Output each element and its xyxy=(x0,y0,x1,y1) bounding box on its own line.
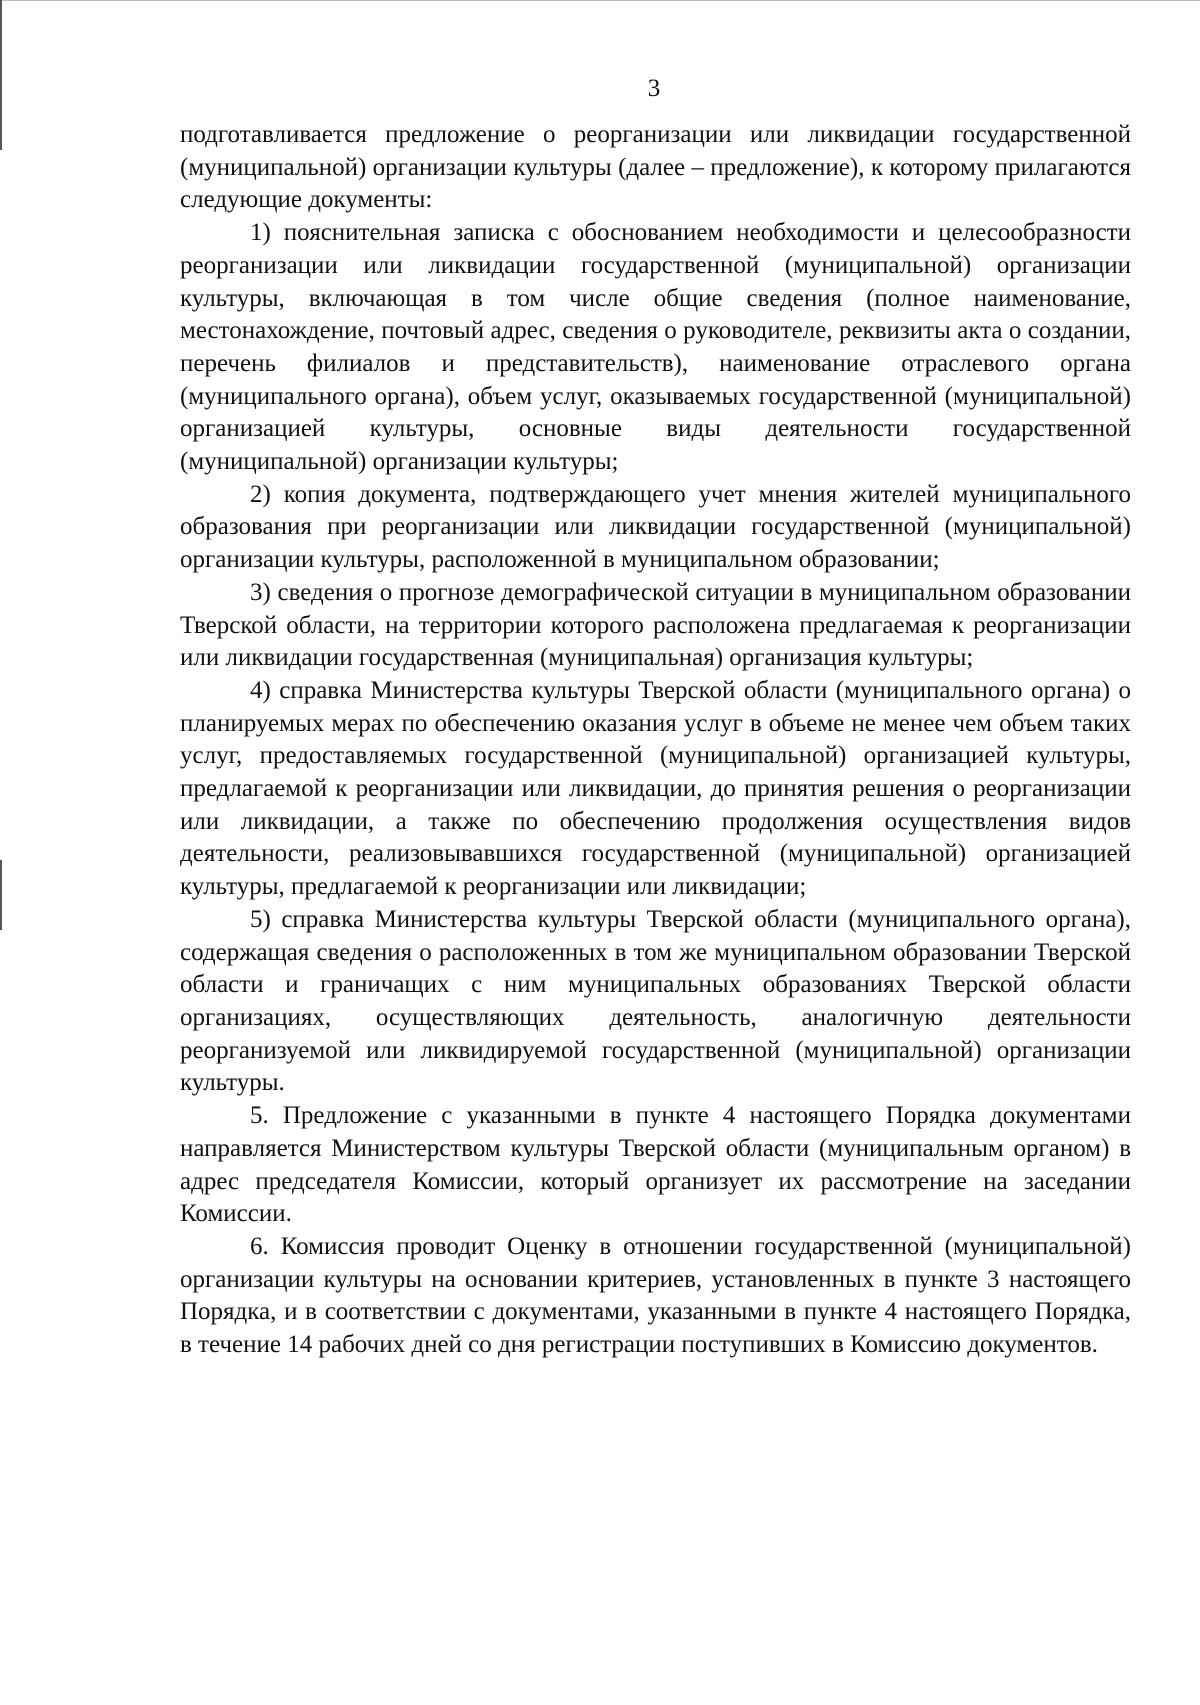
paragraph-clause-6: 6. Комиссия проводит Оценку в отношении государственной (муниципальной) организации культуры на основании критериев, установленных в пункте 3 настоящего Порядка, и в соответствии с документами, указанными в пункте 4 настоящего Порядка, в течение 14 рабочих дней со дня регистрации поступивших в Комиссию документов. xyxy=(180,1232,1131,1359)
paragraph-item-4: 4) справка Министерства культуры Тверской области (муниципального органа) о планируемых мерах по обеспечению оказания услуг в объеме не менее чем объем таких услуг, предоставляемых государственной (муниципальной) организацией культуры, предлагаемой к реорганизации или ликвидации, до принятия решения о реорганизации или ликвидации, а также по обеспечению продолжения осуществления видов деятельности, реализовывавшихся государственной (муниципальной) организацией культуры, предлагаемой к реорганизации или ликвидации; xyxy=(180,676,1131,901)
document-body xyxy=(180,119,1131,1362)
scan-top-edge xyxy=(0,0,1200,1)
scan-left-edge-lower xyxy=(0,860,2,930)
paragraph-clause-5: 5. Предложение с указанными в пункте 4 настоящего Порядка документами направляется Министерством культуры Тверской области (муниципальным органом) в адрес председателя Комиссии, который организует их рассмотрение на заседании Комиссии. xyxy=(180,1102,1131,1228)
paragraph-item-3: 3) сведения о прогнозе демографической ситуации в муниципальном образовании Тверской области, на территории которого расположена предлагаемая к реорганизации или ликвидации государственная (муниципальная) организация культуры; xyxy=(180,578,1131,672)
page-number: 3 xyxy=(647,75,661,102)
paragraph-item-1: 1) пояснительная записка с обоснованием необходимости и целесообразности реорганизации или ликвидации государственной (муниципальной) организации культуры, включающая в том числе общие сведения (полное наименование, местонахождение, почтовый адрес, сведения о руководителе, реквизиты акта о создании, перечень филиалов и представительств), наименование отраслевого органа (муниципального органа), объем услуг, оказываемых государственной (муниципальной) организацией культуры, основные виды деятельности государственной (муниципальной) организации культуры; xyxy=(180,219,1131,476)
paragraph-intro: подготавливается предложение о реорганизации или ликвидации государственной (муниципальной) организации культуры (далее – предложение), к которому прилагаются следующие документы: xyxy=(180,121,1131,214)
paragraph-item-5: 5) справка Министерства культуры Тверской области (муниципального органа), содержащая сведения о расположенных в том же муниципальном образовании Тверской области и граничащих с ним муниципальных образованиях Тверской области организациях, осуществляющих деятельность, аналогичную деятельности реорганизуемой или ликвидируемой государственной (муниципальной) организации культуры. xyxy=(180,905,1131,1097)
paragraph-item-2: 2) копия документа, подтверждающего учет мнения жителей муниципального образования при реорганизации или ликвидации государственной (муниципальной) организации культуры, расположенной в муниципальном образовании; xyxy=(180,480,1131,574)
